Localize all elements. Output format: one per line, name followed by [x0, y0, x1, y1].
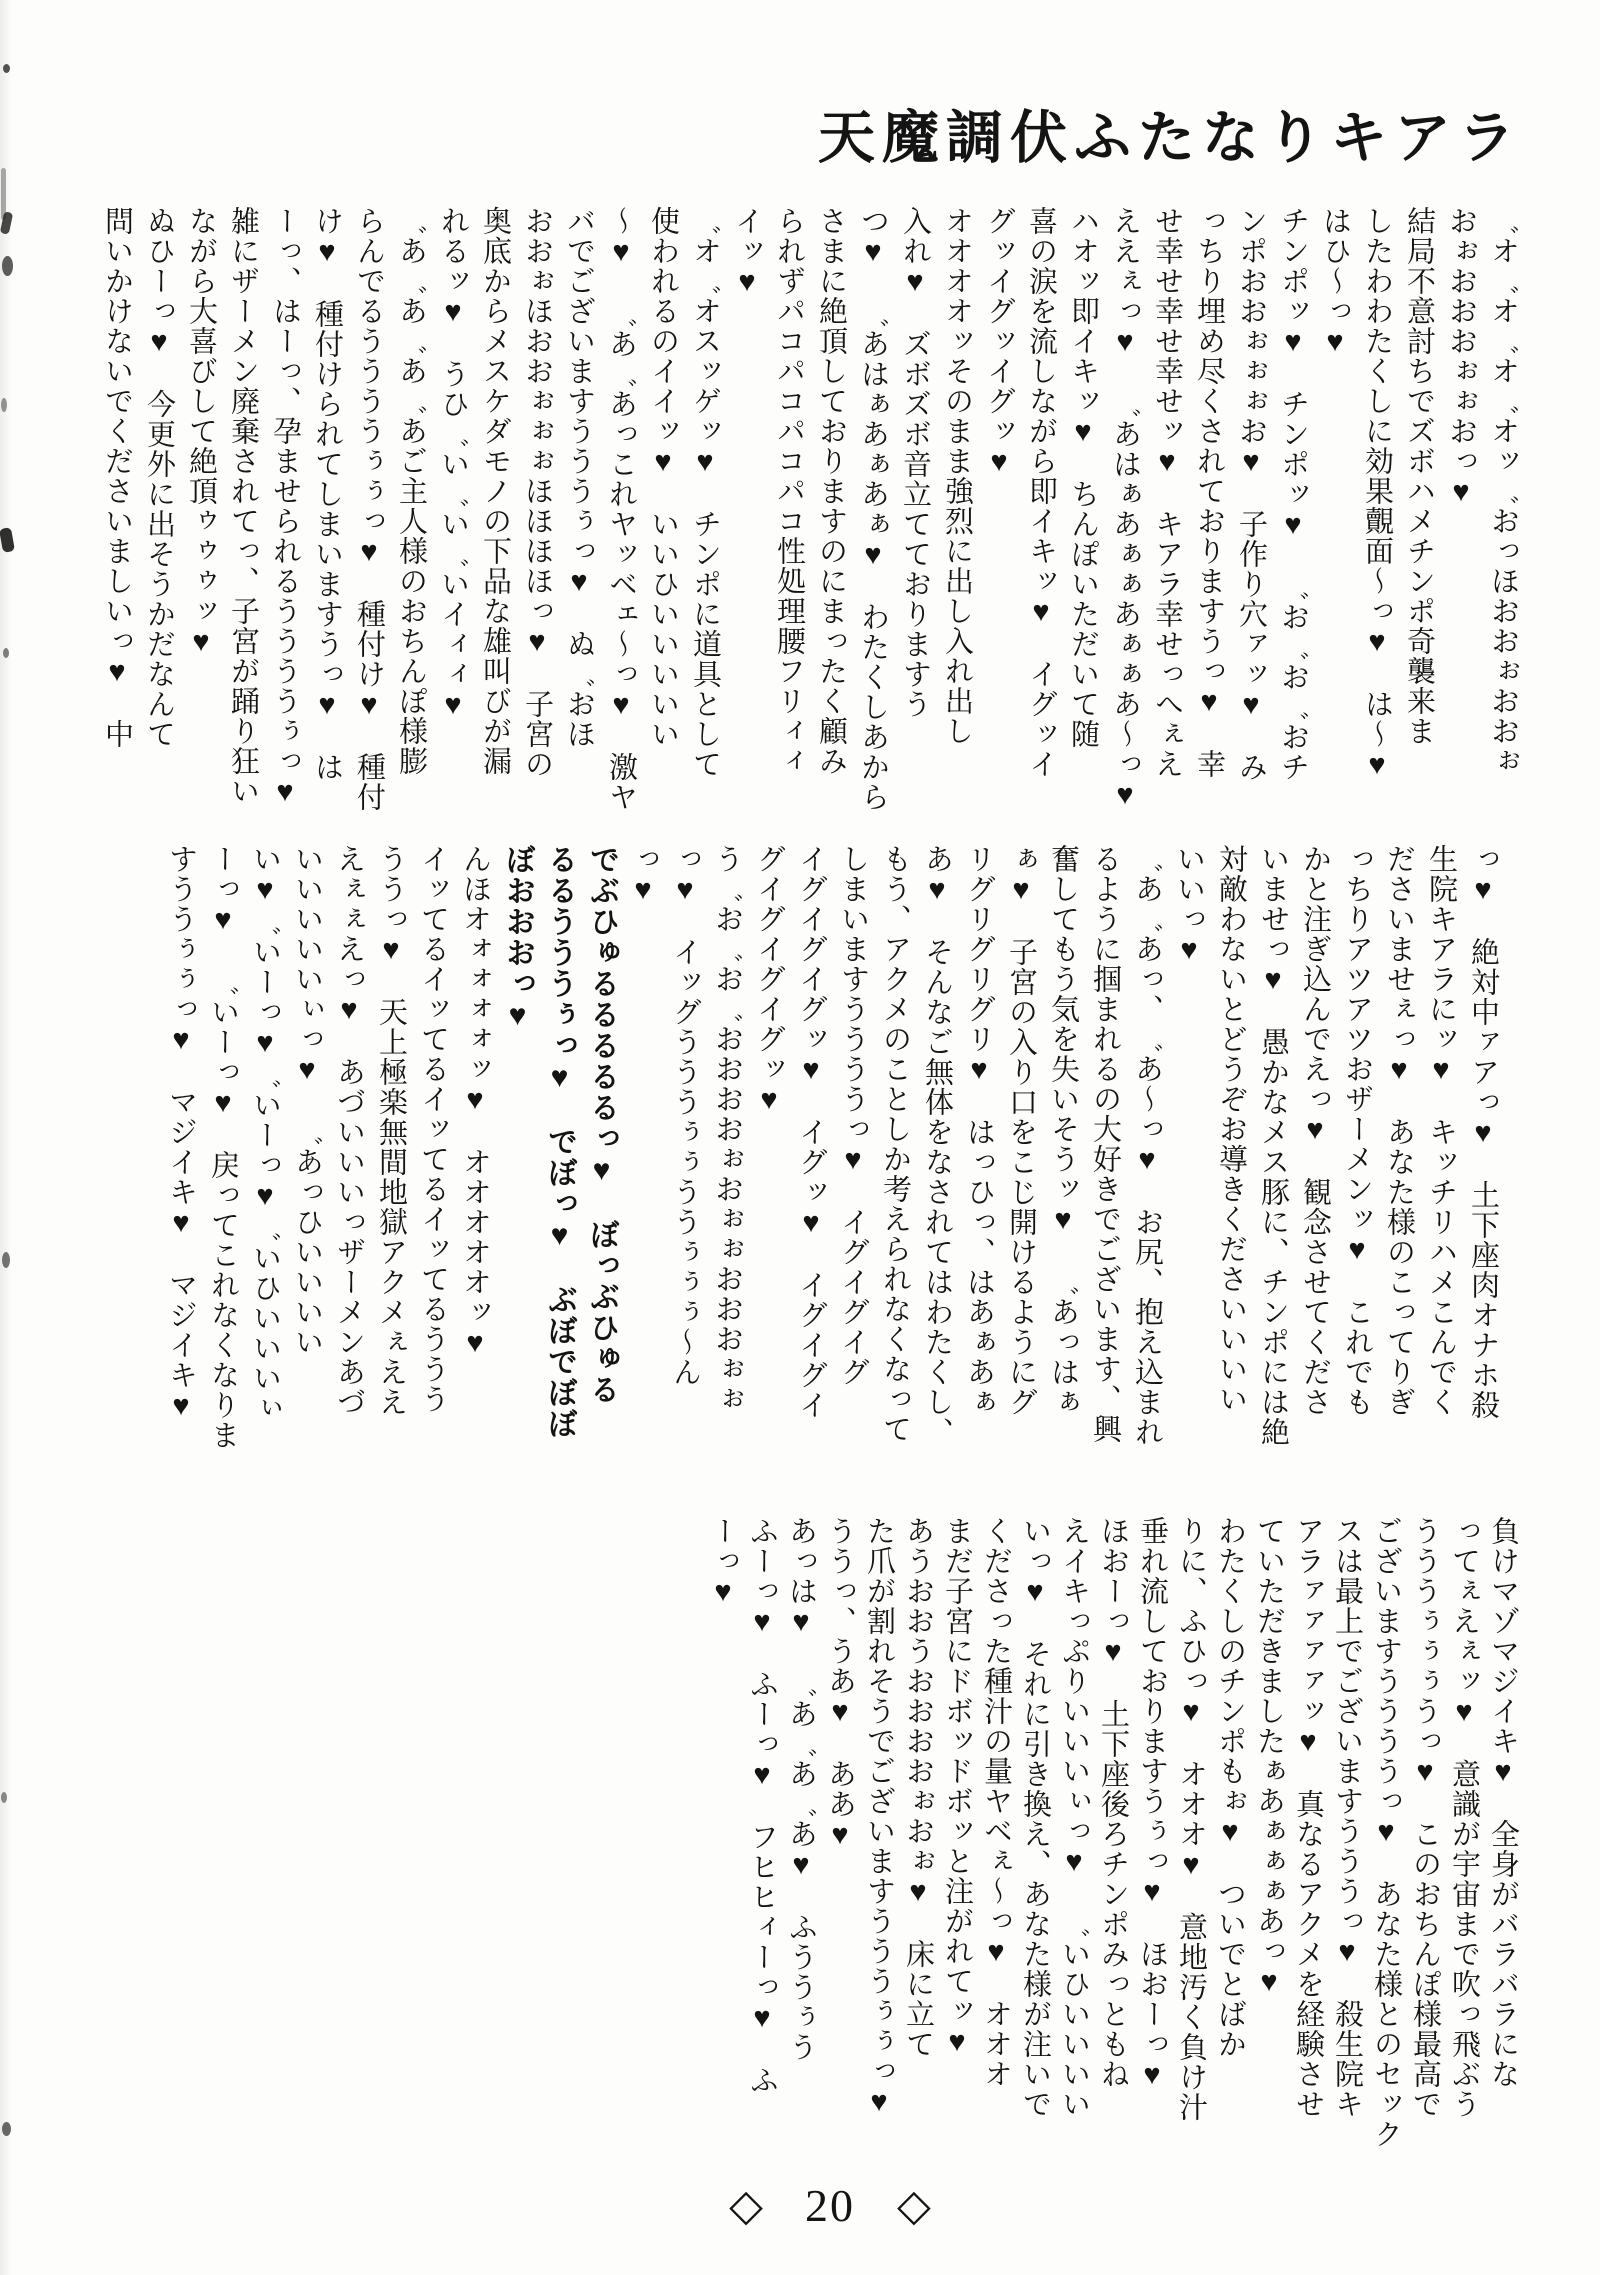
page-edge-mark: [3, 648, 9, 658]
text-column: ゛あ゛あっ、゛あ〜っ♥ お尻、抱え込まれ: [1131, 844, 1163, 1447]
text-band-bottom: [703, 1516, 1522, 2152]
text-column: ゛オ゛オスッゲッ♥ チンポに道具として: [689, 206, 721, 779]
page-edge-mark: [2, 1252, 10, 1268]
text-column: ぁ♥ 子宮の入り口をこじ開けるようにグ: [1005, 844, 1037, 1417]
text-column: 喜の涙を流しながら即イキッ♥ イグッイ: [1025, 206, 1057, 779]
text-column: しまいますううううっ♥ イグイグイグ: [837, 844, 869, 1387]
text-column: イッてるイッてるイッてるイッてるううう: [417, 844, 449, 1414]
page-edge-mark: [1, 398, 7, 412]
text-column: ってぇえぇッ♥ 意識が宇宙まで吹っ飛ぶう: [1448, 1516, 1480, 2119]
text-column: 結局不意討ちでズボハメチンポ奇襲来ま: [1403, 206, 1435, 746]
text-column: もう、アクメのことしか考えられなくなって: [879, 844, 911, 1444]
text-column: くださった種汁の量ヤベぇ〜っ♥ オオオ: [980, 1516, 1012, 2089]
text-band-top: [96, 206, 1524, 854]
text-column: るるうううぅっ♥ でぼっ♥ ぶぼでぼぼ: [543, 844, 576, 1439]
text-column: はひ〜っ♥: [1319, 206, 1351, 359]
text-column: ぬひーっ♥ 今更外に出そうかだなんて: [143, 206, 175, 749]
text-column: い♥゛いーっ♥゛いーっ♥゛いひいいいぃ: [249, 844, 281, 1423]
text-column: 〜♥ ゛あ゛あっこれヤッベェ〜っ♥ 激ヤ: [605, 206, 637, 812]
page-edge-mark: [1, 1792, 7, 1803]
text-column: ハオッ即イキッ♥ ちんぽいただいて随: [1067, 206, 1099, 749]
page-edge-mark: [2, 2122, 11, 2136]
text-column: け♥ 種付けられてしまいますうっ♥ は: [311, 206, 343, 782]
text-column: ございますううううっ♥ あなた様とのセック: [1370, 1516, 1402, 2149]
text-column: わたくしのチンポもぉ♥ ついでとばか: [1214, 1516, 1246, 2059]
text-column: ううっ、うあ♥ ああ♥: [824, 1516, 856, 1852]
text-column: らんでるううううぅぅっ♥ 種付け♥ 種付: [353, 206, 385, 812]
text-column: リグリグリグリ♥ はっひっ、はあぁあぁ: [963, 844, 995, 1417]
page-number: 20: [805, 2180, 855, 2231]
text-column: ださいませぇっ♥ あなた様のこってりぎ: [1383, 844, 1415, 1417]
text-column: したわわたくしに効果覿面〜っ♥ は〜♥: [1361, 206, 1393, 782]
text-column: ーっ♥ ゛いーっ♥ 戻ってこれなくなりま: [207, 844, 239, 1450]
text-column: う゛お゛お゛おおおおぉおぉぉおおおぉぉ: [711, 844, 743, 1414]
text-column: っちりアツアツおザーメンッ♥ これでも: [1341, 844, 1373, 1417]
text-column: いっ♥ それに引き換え、あなた様が注いで: [1019, 1516, 1051, 2119]
page-footer: [729, 2180, 931, 2231]
text-column: ながら大喜びして絶頂ゥゥゥッ♥: [185, 206, 217, 659]
text-column: ゛あ゛あ゛あ゛あご主人様のおちんぽ様膨: [395, 206, 427, 776]
text-column: チンポッ♥ チンポッ♥ ゛お゛お゛おチ: [1277, 206, 1309, 782]
text-column: えぇぇえっ♥ あづいいいっザーメンあづ: [333, 844, 365, 1417]
page-edge-mark: [3, 64, 10, 73]
text-column: バでございますうううぅっ♥ ぬ゛おほ: [563, 206, 595, 749]
text-column: いいっ♥: [1173, 844, 1205, 967]
text-column: 生院キアラにッ♥ キッチリハメこんでく: [1425, 844, 1457, 1417]
text-column: うううぅぅぅうっ♥ このおちんぽ様最高で: [1409, 1516, 1441, 2119]
text-column: 対敵わないとどうぞお導きくださいいいい: [1215, 844, 1247, 1414]
text-column: りに、ふひっ♥ オオオ♥ 意地汚く負け汁: [1175, 1516, 1207, 2122]
text-column: まだ子宮にドボッドボッと注がれてッ♥: [941, 1516, 973, 2059]
text-column: おぉおおおぉぉおっ♥: [1445, 206, 1477, 509]
text-column: っ♥ イッグうううぅぅううぅぅぅ〜ん: [669, 844, 701, 1387]
text-column: 雑にザーメン廃棄されてっ、子宮が踊り狂い: [227, 206, 259, 806]
text-column: ええぇっ♥ ゛あはぁあぁぁあぁぁあ〜っ♥: [1109, 206, 1141, 812]
page-binding-shade: [0, 0, 12, 2275]
page-title: 天魔調伏ふたなりキアラ: [818, 107, 1522, 170]
diamond-left-icon: ◇: [729, 2181, 763, 2230]
text-column: すううぅぅっ♥ マジイキ♥ マジイキ♥: [165, 844, 197, 1423]
page-edge-mark: [0, 527, 15, 553]
text-column: ううっ♥ 天上極楽無間地獄アクメぇええ: [375, 844, 407, 1417]
text-column: おおぉほおおぉぉぉほほほほっ♥ 子宮の: [521, 206, 553, 779]
text-column: 入れ♥ ズボズボ音立てておりますう: [899, 206, 931, 719]
text-column: ほおーっ♥ 土下座後ろチンポみっともね: [1097, 1516, 1129, 2089]
text-column: つ♥ ゛あはぁあぁあぁ♥ わたくしあから: [857, 206, 889, 812]
text-column: んほオォォォォッ♥ オオオオオッ♥: [459, 844, 491, 1360]
text-column: せ幸せ幸せ幸せッ♥ キアラ幸せっへぇえ: [1151, 206, 1183, 779]
text-column: えイキっぷりいいいぃっ♥ ゛いひいいいい: [1058, 1516, 1090, 2119]
text-column: イッ♥: [731, 206, 763, 299]
text-column: さまに絶頂しておりますのにまったく顧み: [815, 206, 847, 776]
text-column: ーっ♥: [707, 1516, 739, 1609]
text-column: っ♥ 絶対中ァアっ♥ 土下座肉オナホ殺: [1467, 844, 1499, 1420]
text-column: かと注ぎ込んでえっ♥ 観念させてくださ: [1299, 844, 1331, 1417]
text-column: あ♥ そんなご無体をなされてはわたくし、: [921, 844, 953, 1447]
text-column: 負けマゾマジイキ♥ 全身がバラバラにな: [1487, 1516, 1519, 2089]
text-column: 奥底からメスケダモノの下品な雄叫びが漏: [479, 206, 511, 776]
text-column: グイグイグイグッ♥: [753, 844, 785, 1117]
text-column: 使われるのイイッ♥ いいひいいいいい: [647, 206, 679, 749]
text-column: ーっ、はーっ、孕ませられるううううぅっ♥: [269, 206, 301, 809]
text-column: でぶひゅるるるるるっ♥ ぼっぶひゅる: [585, 844, 618, 1405]
text-column: 垂れ流しておりますうぅっ♥ ほおーっ♥: [1136, 1516, 1168, 2092]
text-column: アラァァァァッ♥ 真なるアクメを経験させ: [1292, 1516, 1324, 2119]
text-column: イグイグイグッ♥ イグッ♥ イグイグイ: [795, 844, 827, 1420]
text-column: ぼおおおっ♥: [501, 844, 534, 1033]
text-column: られずパコパコパコパコ性処理腰フリィィ: [773, 206, 805, 776]
text-column: あっは♥ ゛あ゛あ゛あ♥ ふううぅう: [785, 1516, 817, 2062]
text-column: れるッ♥ うひ゛い゛い゛いイィィ♥: [437, 206, 469, 722]
text-column: ていただきましたぁあぁぁぁあっ♥: [1253, 1516, 1285, 1999]
text-column: た爪が割れそうでございますうううぅぅっ♥: [863, 1516, 895, 2119]
text-column: るように掴まれるの大好きでございます、興: [1089, 844, 1121, 1444]
text-column: あうおおうおおおおぉおぉ♥ 床に立て: [902, 1516, 934, 2059]
text-column: っちり埋め尽くされておりますうっ♥ 幸: [1193, 206, 1225, 779]
text-column: スは最上でございますうううっ♥ 殺生院キ: [1331, 1516, 1363, 2119]
text-column: ゛オ゛オ゛オ゛オッ゛おっほおおぉおおぉ: [1487, 206, 1519, 776]
text-column: いいいいいぃっ♥ ゛あっひいいいい: [291, 844, 323, 1357]
text-column: グッイグッイグッ♥: [983, 206, 1015, 479]
text-band-middle: [160, 844, 1504, 1480]
text-column: いませっ♥ 愚かなメス豚に、チンポには絶: [1257, 844, 1289, 1447]
text-column: ふーっ♥ ふーっ♥ フヒヒィーっ♥ ふ: [746, 1516, 778, 2095]
text-column: 問いかけないでくださいましいっ♥ 中: [101, 206, 133, 749]
text-column: っ♥: [627, 844, 659, 907]
text-column: オオオオッそのまま強烈に出し入れ出し: [941, 206, 973, 746]
page-edge-mark: [2, 256, 13, 276]
text-column: ンポおおぉぉぉお♥ 子作り穴ァッ♥ み: [1235, 206, 1267, 782]
text-column: 奮してもう気を失いそうッ♥ ゛あっはぁ: [1047, 844, 1079, 1417]
diamond-right-icon: ◇: [897, 2181, 931, 2230]
